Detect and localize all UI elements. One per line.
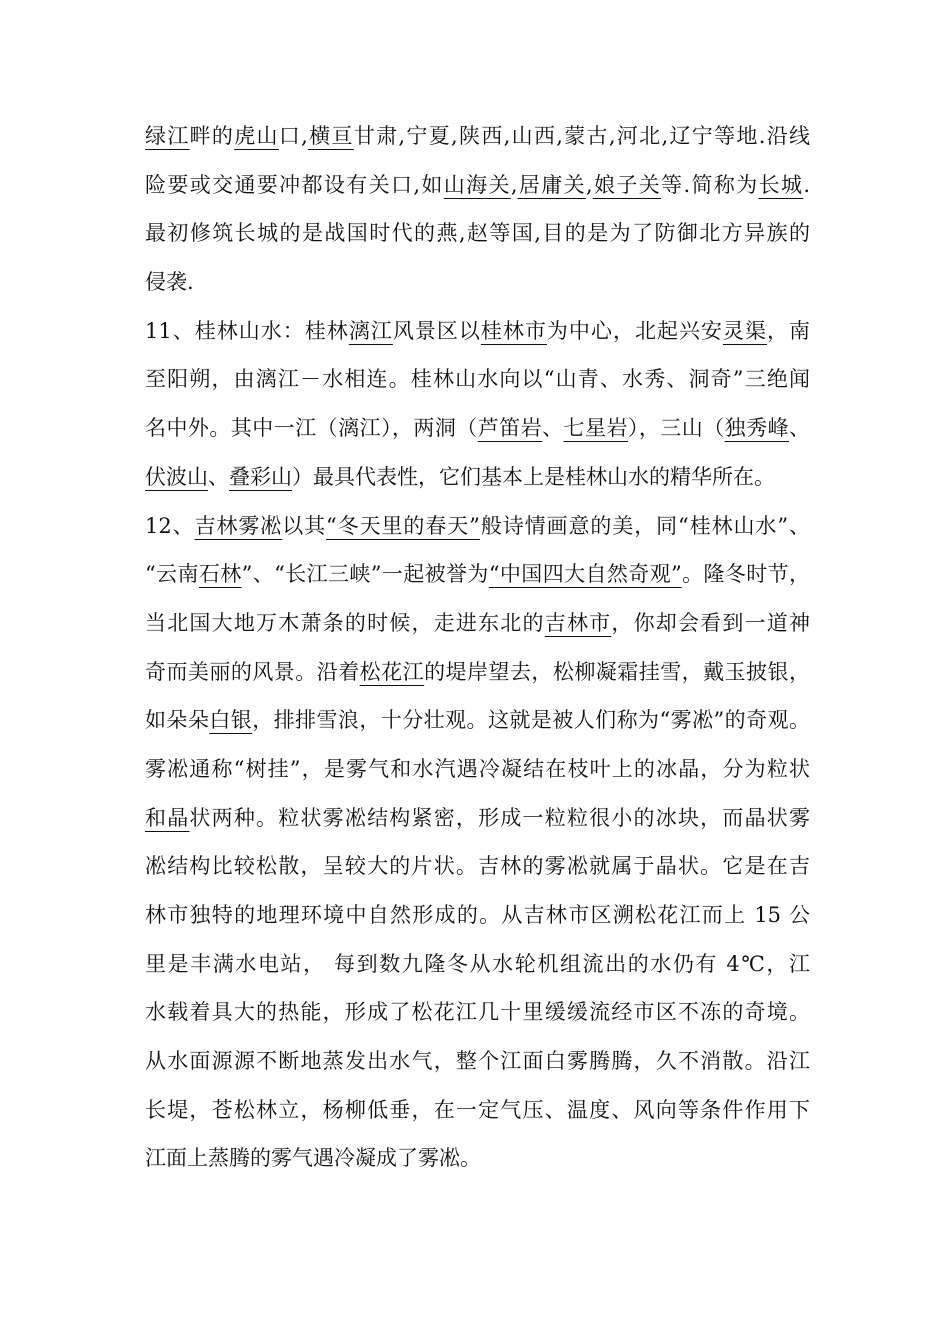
underlined-term: 桂林市 [480,318,547,343]
text-line [145,1134,810,1183]
text-line [145,404,810,453]
text-line [145,745,810,794]
text-segment: 甘肃,宁夏,陕西,山西,蒙古,河北,辽宁等地.沿线 [353,124,811,148]
text-line [145,258,810,307]
text-segment: 长堤，苍松林立，杨柳低垂，在一定气压、温度、风向等条件作用下 [145,1097,810,1122]
text-line [145,161,810,210]
text-segment: 当北国大地万木萧条的时候，走进东北的 [145,610,545,635]
text-segment: 12、 [145,513,195,538]
underlined-term: 芦笛岩 [477,416,543,441]
underlined-term: 伏波山 [145,464,208,489]
text-segment: 的堤岸望去，松柳凝霜挂雪，戴玉披银， [424,659,811,684]
text-segment: ，南 [767,318,811,343]
underlined-term: 和晶 [145,805,190,830]
text-line [145,1037,810,1086]
text-line [145,940,810,989]
text-segment: 等.简称为 [661,172,759,197]
text-segment: 里是丰满水电站， 每到数九隆冬从水轮机组流出的水仍有 4℃，江 [145,951,810,976]
underlined-term: 白银 [209,708,253,733]
text-line [145,307,810,356]
underlined-term: 漓江 [348,318,393,343]
underlined-term: 吉林市 [544,610,612,635]
underlined-term: 长城 [758,172,804,197]
text-line [145,1086,810,1135]
text-line [145,696,810,745]
underlined-term: 七星岩 [563,416,628,441]
text-line [145,599,810,648]
text-segment: 雾凇通称“树挂”，是雾气和水汽遇冷凝结在枝叶上的冰晶，分为粒状 [145,756,810,781]
text-segment: 侵袭. [145,270,194,295]
text-line [145,355,810,404]
underlined-term: 虎山 [234,124,279,148]
text-segment: 11、桂林山水：桂林 [145,318,349,343]
text-line [145,112,810,161]
text-segment: ，你却会看到一道神 [611,610,811,635]
text-segment: 状两种。粒状雾凇结构紧密，形成一粒粒很小的冰块，而晶状雾 [189,805,811,830]
text-segment: 如朵朵 [145,708,210,733]
text-segment: . [803,172,811,197]
text-segment: , [510,172,518,197]
text-segment: 风景区以 [392,318,481,343]
underlined-term: 独秀峰 [724,416,790,441]
underlined-term: “冬天里的春天” [326,513,480,538]
underlined-term: 石林 [198,562,242,587]
text-segment: 为中心，北起兴安 [546,318,723,343]
text-segment: ”、“长江三峡”一起被誉为 [241,562,489,587]
text-segment: 奇而美丽的风景。沿着 [145,659,360,684]
text-segment: 水载着具大的热能，形成了松花江几十里缓缓流经市区不冻的奇境。 [145,1000,810,1025]
text-segment: , [585,172,593,197]
underlined-term: 松花江 [359,659,425,684]
text-line [145,988,810,1037]
text-segment: 般诗情画意的美，同“桂林山水”、 [479,513,810,538]
text-segment: 、 [542,416,564,441]
text-segment: 江面上蒸腾的雾气遇冷凝成了雾凇。 [145,1146,481,1171]
text-segment: 名中外。其中一江（漓江），两洞（ [145,416,478,441]
text-line [145,794,810,843]
document-body [145,112,810,1183]
text-line [145,842,810,891]
text-line [145,891,810,940]
text-segment: 凇结构比较松散，呈较大的片状。吉林的雾凇就属于晶状。它是在吉 [145,854,810,879]
underlined-term: 娘子关 [592,172,662,197]
underlined-term: 叠彩山 [229,464,292,489]
text-segment: 、 [208,464,229,489]
underlined-term: 灵渠 [723,318,768,343]
underlined-term: 吉林雾凇 [194,513,283,538]
text-line [145,648,810,697]
underlined-term: 绿江 [145,124,190,148]
text-line [145,502,810,551]
text-line [145,453,810,502]
text-segment: 最初修筑长城的是战国时代的燕,赵等国,目的是为了防御北方异族的 [145,221,810,246]
underlined-term: 居庸关 [517,172,586,197]
text-segment: “云南 [145,562,199,587]
text-segment: ，排排雪浪，十分壮观。这就是被人们称为“雾凇”的奇观。 [252,708,810,733]
text-segment: 从水面源源不断地蒸发出水气，整个江面白雾腾腾，久不消散。沿江 [145,1049,810,1074]
text-segment: 以其 [282,513,327,538]
text-segment: 林市独特的地理环境中自然形成的。从吉林市区溯松花江而上 15 公 [145,903,810,927]
text-segment: 畔的 [189,124,235,148]
text-segment: ），三山（ [627,416,725,441]
text-segment: ）最具代表性，它们基本上是桂林山水的精华所在。 [292,464,775,489]
text-segment: 险要或交通要冲都设有关口,如 [145,172,444,197]
text-line [145,209,810,258]
underlined-term: 山海关 [443,172,511,197]
text-line [145,550,810,599]
text-segment: 口, [278,124,308,148]
text-segment: 、 [789,416,811,441]
underlined-term: “中国四大自然奇观” [488,562,682,587]
text-segment: 。隆冬时节， [681,562,810,587]
underlined-term: 横亘 [307,124,354,148]
text-segment: 至阳朔，由漓江－水相连。桂林山水向以“山青、水秀、洞奇”三绝闻 [145,367,810,392]
